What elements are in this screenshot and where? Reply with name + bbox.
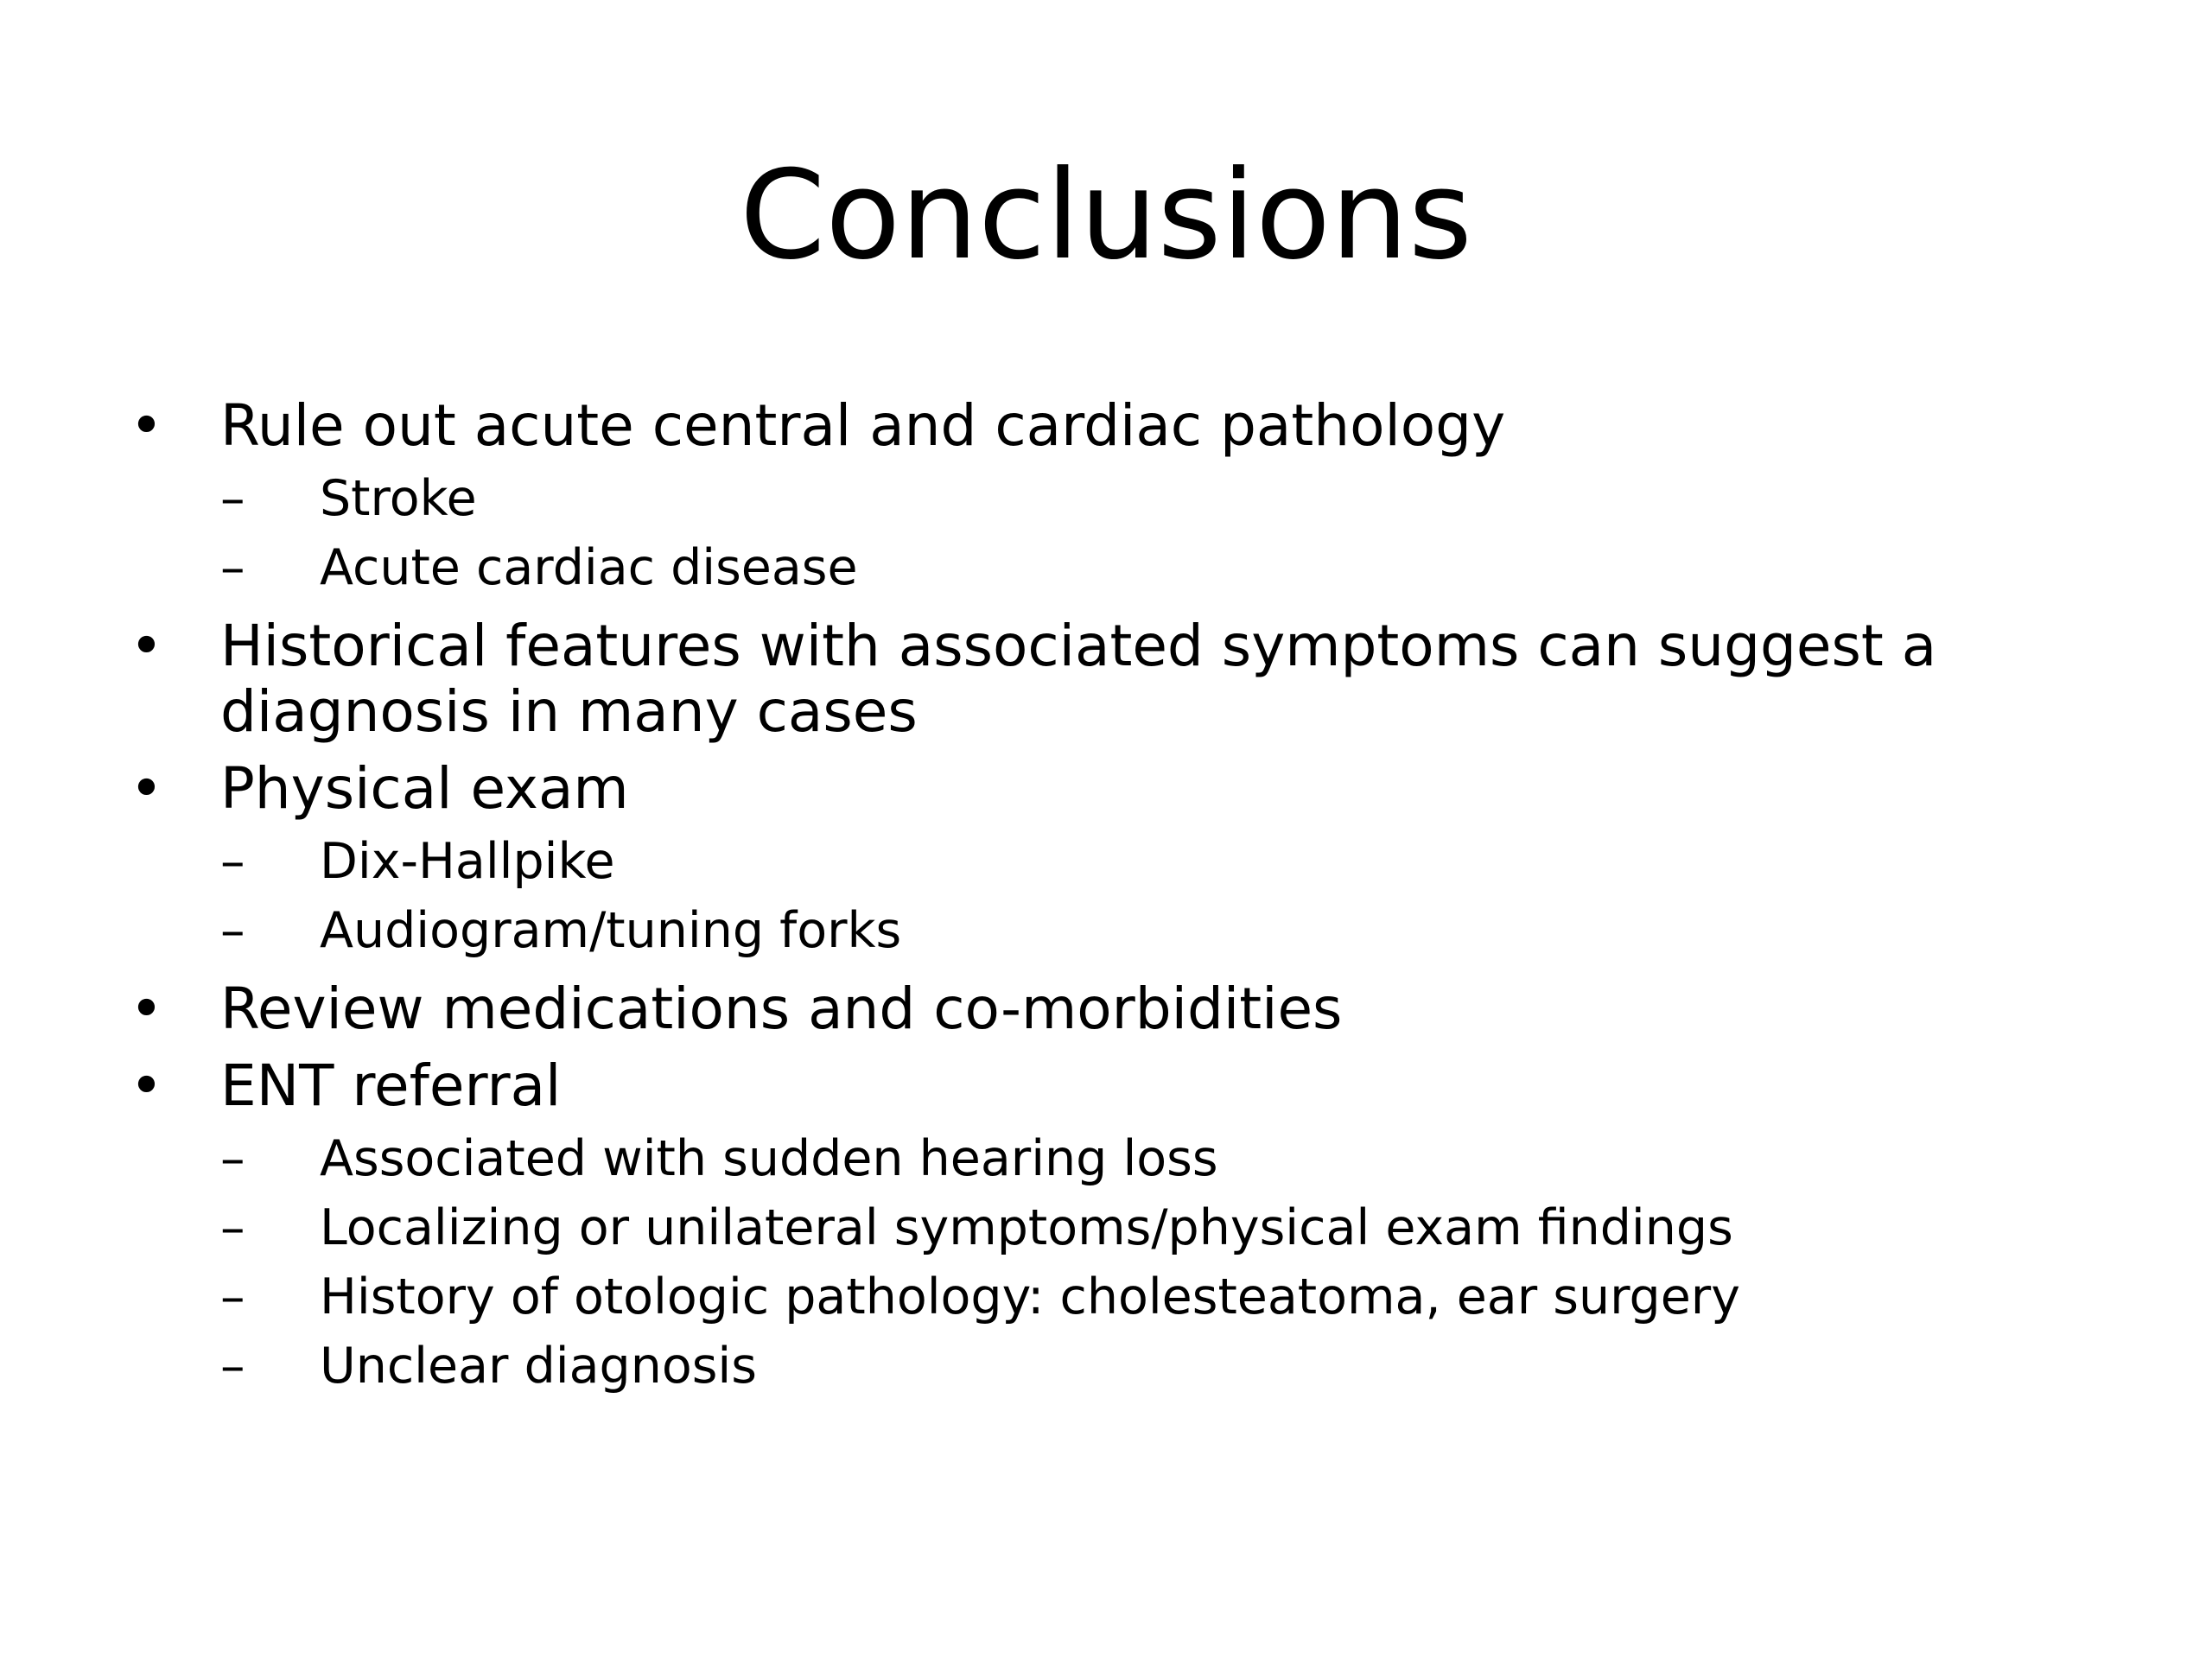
sub-item-text: Dix-Hallpike [320,833,615,890]
dash-icon: – [220,1338,245,1395]
sub-item [220,896,2108,965]
bullet-item [121,1053,2108,1401]
bullet-item [121,393,2108,602]
bullet-dot-icon: • [130,613,163,679]
bullet-text: Physical exam [220,755,629,822]
bullet-text: ENT referral [220,1052,562,1119]
sub-item [220,533,2108,602]
sub-item-text: Localizing or unilateral symptoms/physical exam findings [320,1199,1733,1256]
sub-item [220,1124,2108,1193]
bullet-dot-icon: • [130,976,163,1042]
bullet-item [121,756,2108,965]
bullet-text: Rule out acute central and cardiac pathology [220,392,1506,459]
slide-title: Conclusions [740,144,1472,287]
sub-item [220,1262,2108,1332]
bullet-text: Review medications and co-morbidities [220,976,1343,1042]
sub-list [220,464,2108,602]
bullet-item [121,976,2108,1042]
sub-list [220,1124,2108,1401]
dash-icon: – [220,1268,245,1325]
sub-item-text: Audiogram/tuning forks [320,902,902,959]
dash-icon: – [220,1130,245,1187]
sub-list [220,827,2108,965]
sub-item-text: Associated with sudden hearing loss [320,1130,1218,1187]
bullet-item [121,613,2108,745]
dash-icon: – [220,470,245,527]
sub-item-text: Stroke [320,470,477,527]
sub-item [220,464,2108,533]
bullet-list [121,393,2108,1401]
sub-item-text: History of otologic pathology: cholesteatoma, ear surgery [320,1268,1740,1325]
bullet-dot-icon: • [130,392,163,459]
dash-icon: – [220,833,245,890]
sub-item [220,1332,2108,1401]
sub-item-text: Unclear diagnosis [320,1338,757,1395]
bullet-dot-icon: • [130,755,163,822]
sub-item-text: Acute cardiac disease [320,539,858,596]
bullet-dot-icon: • [130,1052,163,1119]
sub-item [220,827,2108,896]
sub-item [220,1193,2108,1262]
dash-icon: – [220,1199,245,1256]
dash-icon: – [220,539,245,596]
dash-icon: – [220,902,245,959]
bullet-text: Historical features with associated symptoms can suggest a diagnosis in many cases [220,613,1937,745]
